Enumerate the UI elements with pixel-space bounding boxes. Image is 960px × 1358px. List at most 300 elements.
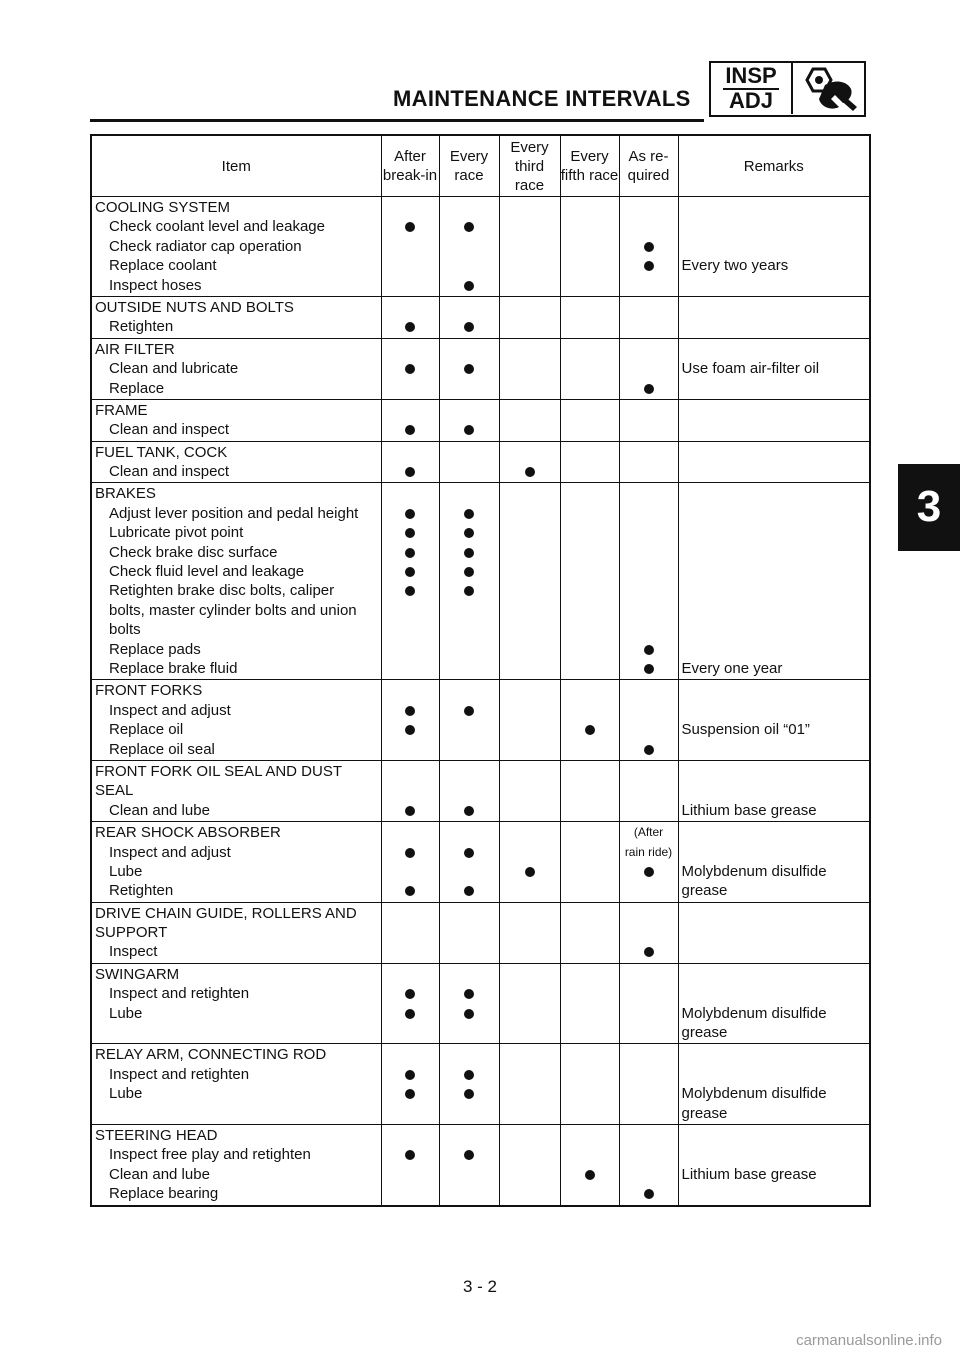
item-label: Inspect and retighten <box>109 985 250 1003</box>
remarks-cell <box>678 296 870 338</box>
interval-cell <box>619 399 678 441</box>
check-dot <box>464 1089 474 1099</box>
table-row <box>91 1044 870 1125</box>
check-dot <box>405 848 415 858</box>
check-dot <box>405 1070 415 1080</box>
interval-slot <box>500 881 560 900</box>
spacer <box>500 823 560 842</box>
column-header: After break-in <box>381 135 439 197</box>
interval-slot <box>500 862 560 881</box>
interval-slot <box>500 701 560 720</box>
interval-slot <box>620 720 678 739</box>
interval-slot <box>561 504 619 523</box>
item-cell <box>91 197 381 297</box>
item-label: Inspect and adjust <box>109 843 231 861</box>
spacer <box>440 1023 499 1042</box>
interval-slot <box>500 620 560 639</box>
remarks-cell <box>678 197 870 297</box>
interval-slot <box>620 504 678 523</box>
item-label: Clean and inspect <box>109 421 230 439</box>
remarks-cell <box>678 822 870 903</box>
spacer <box>679 543 870 562</box>
insp-adj-badge <box>709 61 866 117</box>
interval-cell <box>619 483 678 680</box>
remark-text: Molybdenum disulfide <box>681 1004 827 1022</box>
interval-cell <box>381 822 439 903</box>
interval-slot <box>382 359 439 378</box>
check-dot <box>464 989 474 999</box>
interval-slot <box>561 217 619 236</box>
interval-slot <box>561 881 619 900</box>
interval-slot <box>500 843 560 862</box>
item-cell <box>91 902 381 963</box>
remarks-cell <box>678 760 870 821</box>
interval-slot <box>561 620 619 639</box>
check-dot <box>464 425 474 435</box>
interval-slot <box>440 701 499 720</box>
interval-slot <box>561 420 619 439</box>
check-dot <box>464 567 474 577</box>
spacer <box>679 965 870 984</box>
item-label: Replace oil seal <box>109 740 215 758</box>
interval-cell <box>381 902 439 963</box>
interval-slot <box>561 562 619 581</box>
interval-slot <box>620 1004 678 1023</box>
interval-cell <box>381 680 439 761</box>
table-row <box>91 399 870 441</box>
badge-adj-label: ADJ <box>728 88 773 113</box>
check-dot <box>464 1009 474 1019</box>
interval-slot <box>561 640 619 659</box>
interval-slot <box>561 462 619 481</box>
interval-slot <box>382 317 439 336</box>
interval-slot <box>382 1065 439 1084</box>
interval-slot <box>440 620 499 639</box>
spacer <box>620 298 678 317</box>
check-dot <box>644 384 654 394</box>
spacer <box>679 298 870 317</box>
interval-slot <box>382 740 439 759</box>
interval-cell <box>439 760 499 821</box>
spacer <box>500 681 560 700</box>
spacer <box>500 198 560 217</box>
interval-slot <box>500 801 560 820</box>
spacer <box>679 843 870 862</box>
interval-slot <box>382 379 439 398</box>
interval-slot <box>620 359 678 378</box>
interval-cell <box>499 441 560 483</box>
interval-slot <box>500 720 560 739</box>
table-row <box>91 338 870 399</box>
interval-slot <box>561 740 619 759</box>
check-dot <box>585 1170 595 1180</box>
column-header: Remarks <box>678 135 870 197</box>
wrench-nut-icon <box>795 65 859 113</box>
spacer <box>440 198 499 217</box>
check-dot <box>464 706 474 716</box>
interval-slot <box>500 217 560 236</box>
interval-slot <box>382 562 439 581</box>
spacer <box>679 923 870 942</box>
interval-cell <box>381 1044 439 1125</box>
interval-cell <box>619 197 678 297</box>
interval-slot <box>620 217 678 236</box>
interval-cell <box>381 963 439 1044</box>
spacer <box>561 298 619 317</box>
interval-cell <box>499 822 560 903</box>
spacer <box>500 298 560 317</box>
check-dot <box>464 548 474 558</box>
remark-text: grease <box>681 1104 728 1122</box>
section-title: OUTSIDE NUTS AND BOLTS <box>95 298 294 316</box>
interval-slot <box>382 984 439 1003</box>
item-label: Inspect and retighten <box>109 1065 250 1083</box>
item-cell <box>91 338 381 399</box>
item-label: Clean and lube <box>109 1165 210 1183</box>
interval-slot <box>500 359 560 378</box>
spacer <box>679 581 870 600</box>
check-dot <box>525 867 535 877</box>
check-dot <box>464 281 474 291</box>
interval-cell <box>381 760 439 821</box>
spacer <box>500 781 560 800</box>
spacer <box>500 443 560 462</box>
interval-slot <box>620 420 678 439</box>
interval-slot <box>500 1084 560 1103</box>
spacer <box>620 443 678 462</box>
interval-slot <box>561 359 619 378</box>
spacer <box>679 620 870 639</box>
interval-slot <box>620 256 678 275</box>
check-dot <box>464 586 474 596</box>
spacer <box>440 762 499 781</box>
spacer <box>679 198 870 217</box>
spacer <box>620 681 678 700</box>
interval-slot <box>440 1165 499 1184</box>
interval-slot <box>500 601 560 620</box>
interval-slot <box>500 237 560 256</box>
interval-cell <box>619 338 678 399</box>
remark-text: grease <box>681 1024 728 1042</box>
spacer <box>679 1184 870 1203</box>
interval-slot <box>382 862 439 881</box>
spacer <box>679 420 870 439</box>
spacer <box>679 1145 870 1164</box>
interval-slot <box>440 843 499 862</box>
interval-cell <box>439 963 499 1044</box>
section-title: SUPPORT <box>95 924 168 942</box>
interval-cell <box>439 1044 499 1125</box>
interval-cell <box>619 963 678 1044</box>
section-title: FRONT FORK OIL SEAL AND DUST <box>95 762 342 780</box>
interval-slot <box>500 1184 560 1203</box>
interval-cell <box>499 760 560 821</box>
interval-slot <box>382 1145 439 1164</box>
remark-text: Molybdenum disulfide <box>681 862 827 880</box>
section-title: SWINGARM <box>95 965 180 983</box>
item-cell <box>91 483 381 680</box>
interval-slot <box>440 276 499 295</box>
spacer <box>679 740 870 759</box>
interval-slot <box>382 1084 439 1103</box>
spacer <box>92 1023 381 1042</box>
interval-slot <box>561 237 619 256</box>
spacer <box>561 1126 619 1145</box>
page-title: MAINTENANCE INTERVALS <box>393 86 691 111</box>
interval-cell <box>499 680 560 761</box>
interval-slot <box>382 843 439 862</box>
interval-slot <box>382 720 439 739</box>
check-dot <box>405 528 415 538</box>
interval-cell <box>439 296 499 338</box>
spacer <box>679 462 870 481</box>
check-dot <box>405 706 415 716</box>
interval-slot <box>382 504 439 523</box>
spacer <box>500 401 560 420</box>
interval-slot <box>500 942 560 961</box>
item-label: Replace brake fluid <box>109 659 238 677</box>
interval-slot <box>620 543 678 562</box>
spacer <box>500 1104 560 1123</box>
interval-cell <box>499 399 560 441</box>
spacer <box>440 401 499 420</box>
check-dot <box>405 886 415 896</box>
interval-slot <box>440 942 499 961</box>
spacer <box>382 401 439 420</box>
interval-cell <box>560 1124 619 1205</box>
column-header: Every third race <box>499 135 560 197</box>
check-dot <box>405 989 415 999</box>
interval-slot <box>500 740 560 759</box>
table-row <box>91 441 870 483</box>
spacer <box>561 198 619 217</box>
spacer <box>620 1045 678 1064</box>
interval-slot <box>620 1084 678 1103</box>
interval-slot <box>620 862 678 881</box>
interval-cell <box>439 483 499 680</box>
spacer <box>382 1045 439 1064</box>
interval-cell <box>381 399 439 441</box>
spacer <box>620 965 678 984</box>
interval-slot <box>440 462 499 481</box>
remark-text: Every one year <box>681 659 783 677</box>
item-label: Replace oil <box>109 721 184 739</box>
interval-slot <box>500 379 560 398</box>
remark-text: Lithium base grease <box>681 1165 817 1183</box>
spacer <box>561 443 619 462</box>
check-dot <box>644 261 654 271</box>
interval-slot <box>440 659 499 678</box>
interval-cell <box>499 296 560 338</box>
spacer <box>620 340 678 359</box>
interval-cell <box>381 197 439 297</box>
interval-cell <box>439 338 499 399</box>
item-label: Replace bearing <box>109 1185 219 1203</box>
interval-slot <box>561 1084 619 1103</box>
item-label: Lubricate pivot point <box>109 524 244 542</box>
spacer <box>382 904 439 923</box>
interval-slot <box>620 701 678 720</box>
spacer <box>500 340 560 359</box>
spacer <box>561 781 619 800</box>
item-label: Lube <box>109 862 143 880</box>
interval-slot <box>382 601 439 620</box>
badge-text-box <box>711 63 793 114</box>
interval-slot <box>500 420 560 439</box>
spacer <box>500 965 560 984</box>
spacer <box>440 484 499 503</box>
remarks-cell <box>678 338 870 399</box>
interval-slot <box>561 1065 619 1084</box>
check-dot <box>464 1150 474 1160</box>
section-title: REAR SHOCK ABSORBER <box>95 824 281 842</box>
item-label: Replace pads <box>109 640 201 658</box>
interval-slot <box>561 701 619 720</box>
interval-slot <box>620 640 678 659</box>
interval-cell <box>619 441 678 483</box>
interval-cell <box>560 902 619 963</box>
interval-slot <box>620 237 678 256</box>
interval-slot <box>500 504 560 523</box>
remarks-cell <box>678 1124 870 1205</box>
table-row <box>91 197 870 297</box>
interval-slot <box>382 701 439 720</box>
column-header: As re- quired <box>619 135 678 197</box>
item-label: Inspect and adjust <box>109 701 231 719</box>
section-title: STEERING HEAD <box>95 1126 218 1144</box>
spacer <box>561 923 619 942</box>
interval-slot <box>561 862 619 881</box>
interval-cell <box>560 1044 619 1125</box>
spacer <box>440 1104 499 1123</box>
item-label: Clean and lube <box>109 801 210 819</box>
interval-slot <box>561 543 619 562</box>
interval-cell <box>439 822 499 903</box>
remark-text: Lithium base grease <box>681 801 817 819</box>
spacer <box>382 1126 439 1145</box>
spacer <box>382 443 439 462</box>
item-cell <box>91 1124 381 1205</box>
interval-slot <box>620 942 678 961</box>
check-dot <box>464 364 474 374</box>
interval-slot <box>440 237 499 256</box>
spacer <box>561 823 619 842</box>
maintenance-table <box>90 134 871 1207</box>
interval-slot <box>382 659 439 678</box>
interval-slot <box>382 1004 439 1023</box>
check-dot <box>644 242 654 252</box>
interval-slot <box>620 379 678 398</box>
spacer <box>440 904 499 923</box>
check-dot <box>405 322 415 332</box>
spacer <box>440 965 499 984</box>
spacer <box>561 762 619 781</box>
interval-cell <box>560 760 619 821</box>
spacer <box>440 298 499 317</box>
interval-slot <box>440 1084 499 1103</box>
spacer <box>620 1126 678 1145</box>
item-label: Lube <box>109 1004 143 1022</box>
interval-slot <box>500 984 560 1003</box>
title-underline <box>90 119 704 122</box>
item-cell <box>91 441 381 483</box>
interval-slot <box>500 1065 560 1084</box>
interval-cell <box>439 902 499 963</box>
check-dot <box>525 467 535 477</box>
spacer <box>679 984 870 1003</box>
check-dot <box>405 567 415 577</box>
spacer <box>679 217 870 236</box>
interval-slot <box>620 881 678 900</box>
spacer <box>440 681 499 700</box>
spacer <box>679 1126 870 1145</box>
item-label: Clean and lubricate <box>109 360 239 378</box>
interval-slot <box>440 543 499 562</box>
spacer <box>620 198 678 217</box>
table-row <box>91 1124 870 1205</box>
interval-slot <box>440 217 499 236</box>
item-cell <box>91 822 381 903</box>
spacer <box>382 762 439 781</box>
badge-insp-label: INSP <box>725 63 777 88</box>
spacer <box>500 1023 560 1042</box>
spacer <box>500 923 560 942</box>
remarks-cell <box>678 963 870 1044</box>
spacer <box>679 317 870 336</box>
spacer <box>620 1023 678 1042</box>
item-cell <box>91 760 381 821</box>
interval-slot <box>561 1165 619 1184</box>
interval-slot <box>500 1165 560 1184</box>
interval-slot <box>440 523 499 542</box>
interval-slot <box>561 601 619 620</box>
interval-slot <box>440 984 499 1003</box>
interval-slot <box>440 359 499 378</box>
item-label: Check fluid level and leakage <box>109 563 305 581</box>
interval-slot <box>440 862 499 881</box>
interval-cell <box>381 483 439 680</box>
check-dot <box>644 867 654 877</box>
check-dot <box>405 725 415 735</box>
check-dot <box>644 947 654 957</box>
spacer <box>620 923 678 942</box>
interval-slot <box>382 1165 439 1184</box>
column-header: Item <box>91 135 381 197</box>
interval-slot <box>561 581 619 600</box>
interval-slot <box>382 942 439 961</box>
page-number: 3 - 2 <box>462 1277 498 1296</box>
interval-slot <box>440 1065 499 1084</box>
table-row <box>91 902 870 963</box>
interval-cell <box>560 399 619 441</box>
check-dot <box>405 425 415 435</box>
item-cell <box>91 399 381 441</box>
remarks-cell <box>678 1044 870 1125</box>
spacer <box>679 379 870 398</box>
spacer <box>382 681 439 700</box>
interval-cell <box>560 338 619 399</box>
interval-slot <box>382 276 439 295</box>
interval-slot <box>382 217 439 236</box>
check-dot <box>644 745 654 755</box>
spacer <box>561 1045 619 1064</box>
check-dot <box>464 848 474 858</box>
interval-slot <box>561 659 619 678</box>
interval-cell <box>439 1124 499 1205</box>
check-dot <box>405 364 415 374</box>
interval-slot <box>382 237 439 256</box>
spacer <box>382 923 439 942</box>
